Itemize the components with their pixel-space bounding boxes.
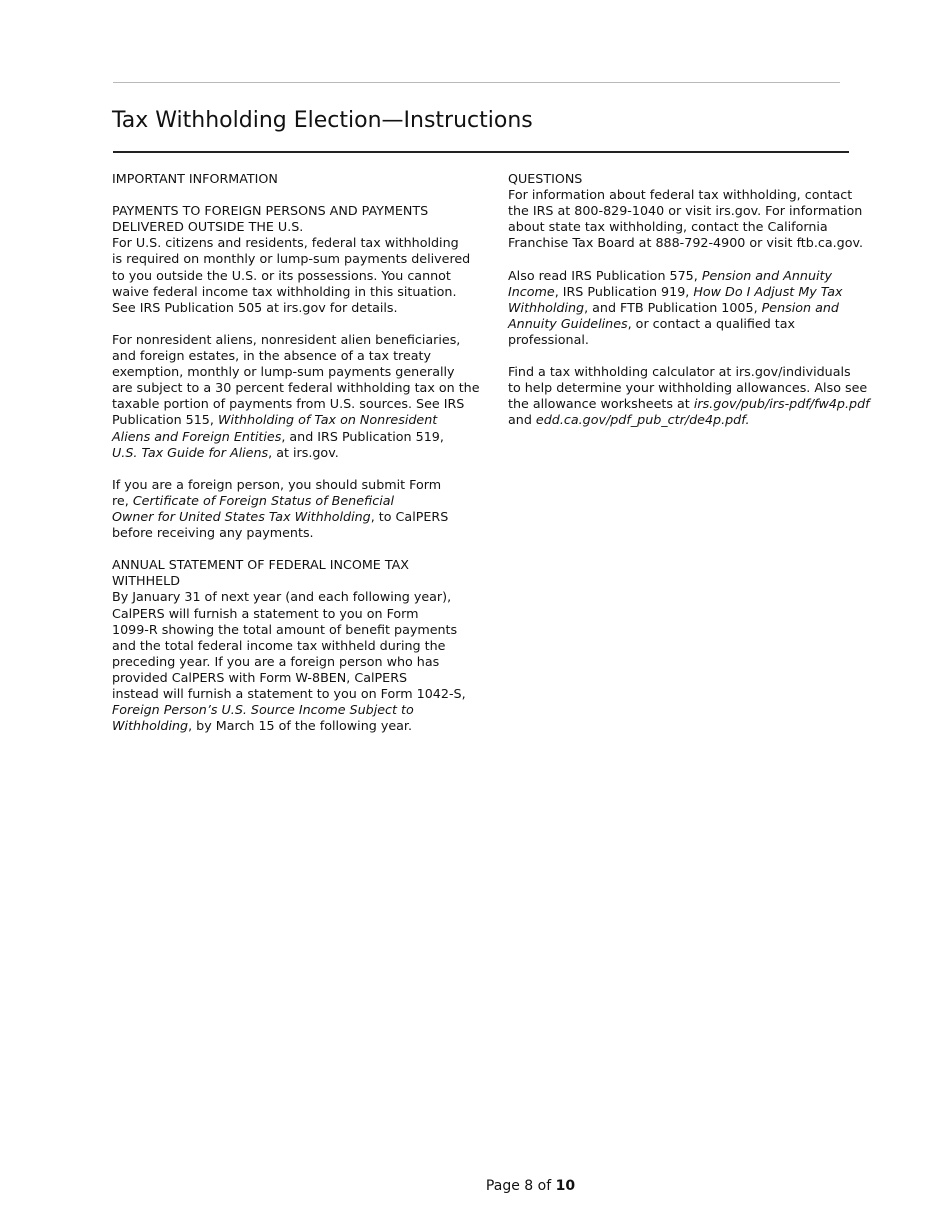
text-run: , by March 15 of the following year. — [188, 718, 413, 734]
publication-title: Aliens and Foreign Entities — [112, 428, 282, 444]
paragraph-line — [508, 268, 870, 284]
text-run: Publication 515, — [112, 412, 218, 428]
text-run: , or contact a qualified tax — [627, 315, 796, 331]
foreign-payments-heading: DELIVERED OUTSIDE THE U.S. — [112, 219, 304, 235]
paragraph-line: waive federal income tax withholding in this situation. — [112, 283, 457, 299]
paragraph-line — [508, 300, 870, 316]
important-heading: IMPORTANT INFORMATION — [112, 171, 278, 186]
top-divider — [113, 82, 840, 83]
questions-heading: QUESTIONS — [508, 171, 583, 186]
paragraph-line — [112, 445, 472, 461]
left-column — [112, 171, 480, 734]
publication-title: Income — [508, 283, 555, 299]
worksheet-url: edd.ca.gov/pdf_pub_ctr/de4p.pdf. — [535, 412, 750, 428]
paragraph-line: Find a tax withholding calculator at irs.gov/individuals — [508, 364, 851, 380]
worksheet-url: irs.gov/pub/irs-pdf/fw4p.pdf — [693, 396, 870, 412]
paragraph-line: For nonresident aliens, nonresident alien beneficiaries, — [112, 331, 461, 347]
paragraph-line — [508, 284, 870, 300]
publication-title: How Do I Adjust My Tax — [693, 283, 843, 299]
paragraph-line: taxable portion of payments from U.S. sources. See IRS — [112, 396, 465, 412]
form-title: Withholding — [112, 718, 189, 734]
publication-title: Withholding — [508, 299, 585, 315]
annual-statement-heading: WITHHELD — [112, 573, 180, 589]
paragraph-line: to you outside the U.S. or its possessions. You cannot — [112, 267, 451, 283]
paragraph-line — [112, 412, 472, 428]
paragraph-line: are subject to a 30 percent federal withholding tax on the — [112, 380, 480, 396]
paragraph-line — [508, 316, 870, 332]
form-title: Owner for United States Tax Withholding — [112, 508, 371, 524]
text-run: , at irs.gov. — [268, 444, 339, 460]
text-run: re, — [112, 492, 133, 508]
foreign-payments-heading: PAYMENTS TO FOREIGN PERSONS AND PAYMENTS — [112, 203, 429, 219]
paragraph-line — [112, 493, 472, 509]
paragraph-line: before receiving any payments. — [112, 525, 314, 541]
form-title: Certificate of Foreign Status of Beneficial — [132, 492, 395, 508]
text-run: , and IRS Publication 519, — [281, 428, 444, 444]
paragraph-line: For information about federal tax withholding, contact — [508, 187, 853, 203]
right-column — [508, 171, 870, 429]
paragraph-line — [508, 412, 870, 428]
text-run: , to CalPERS — [370, 508, 449, 524]
paragraph-line: By January 31 of next year (and each following year), — [112, 589, 452, 605]
paragraph-line: Franchise Tax Board at 888-792-4900 or visit ftb.ca.gov. — [508, 235, 864, 251]
text-run: the allowance worksheets at — [508, 396, 694, 412]
publication-title: U.S. Tax Guide for Aliens — [112, 444, 269, 460]
paragraph-line: For U.S. citizens and residents, federal tax withholding — [112, 235, 459, 251]
paragraph-line: is required on monthly or lump-sum payments delivered — [112, 251, 471, 267]
text-run: Also read IRS Publication 575, — [508, 267, 702, 283]
text-run: , IRS Publication 919, — [554, 283, 694, 299]
page-total: 10 — [555, 1178, 576, 1194]
paragraph-line: preceding year. If you are a foreign person who has — [112, 653, 440, 669]
publication-title: Pension and — [761, 299, 839, 315]
text-run: and — [508, 412, 536, 428]
page-title: Tax Withholding Election—Instructions — [112, 108, 533, 133]
form-title: Foreign Person’s U.S. Source Income Subject to — [112, 702, 414, 718]
paragraph-line — [112, 429, 472, 445]
publication-title: Withholding of Tax on Nonresident — [217, 412, 438, 428]
text-run: , and FTB Publication 1005, — [584, 299, 762, 315]
paragraph-line: to help determine your withholding allowances. Also see — [508, 380, 868, 396]
page-number — [0, 1178, 950, 1194]
paragraph-line — [112, 718, 472, 734]
paragraph-line: See IRS Publication 505 at irs.gov for details. — [112, 299, 398, 315]
publication-title: Pension and Annuity — [701, 267, 832, 283]
paragraph-line — [508, 396, 870, 412]
publication-title: Annuity Guidelines — [508, 315, 628, 331]
paragraph-line: 1099-R showing the total amount of benefit payments — [112, 621, 458, 637]
paragraph-line: and the total federal income tax withheld during the — [112, 637, 446, 653]
paragraph-line: and foreign estates, in the absence of a tax treaty — [112, 348, 432, 364]
paragraph-line: about state tax withholding, contact the California — [508, 219, 828, 235]
paragraph-line: instead will furnish a statement to you on Form 1042-S, — [112, 686, 466, 701]
paragraph-line: professional. — [508, 331, 589, 347]
paragraph-line: CalPERS will furnish a statement to you on Form — [112, 605, 419, 621]
paragraph-line: provided CalPERS with Form W-8BEN, CalPERS — [112, 669, 408, 685]
paragraph-line: the IRS at 800-829-1040 or visit irs.gov. For information — [508, 203, 863, 219]
annual-statement-heading: ANNUAL STATEMENT OF FEDERAL INCOME TAX — [112, 557, 409, 573]
page-number-prefix: Page 8 of — [485, 1178, 556, 1194]
paragraph-line — [112, 509, 472, 525]
paragraph-line: If you are a foreign person, you should submit Form — [112, 476, 442, 492]
title-underline — [113, 151, 849, 153]
paragraph-line: exemption, monthly or lump-sum payments generally — [112, 364, 455, 380]
